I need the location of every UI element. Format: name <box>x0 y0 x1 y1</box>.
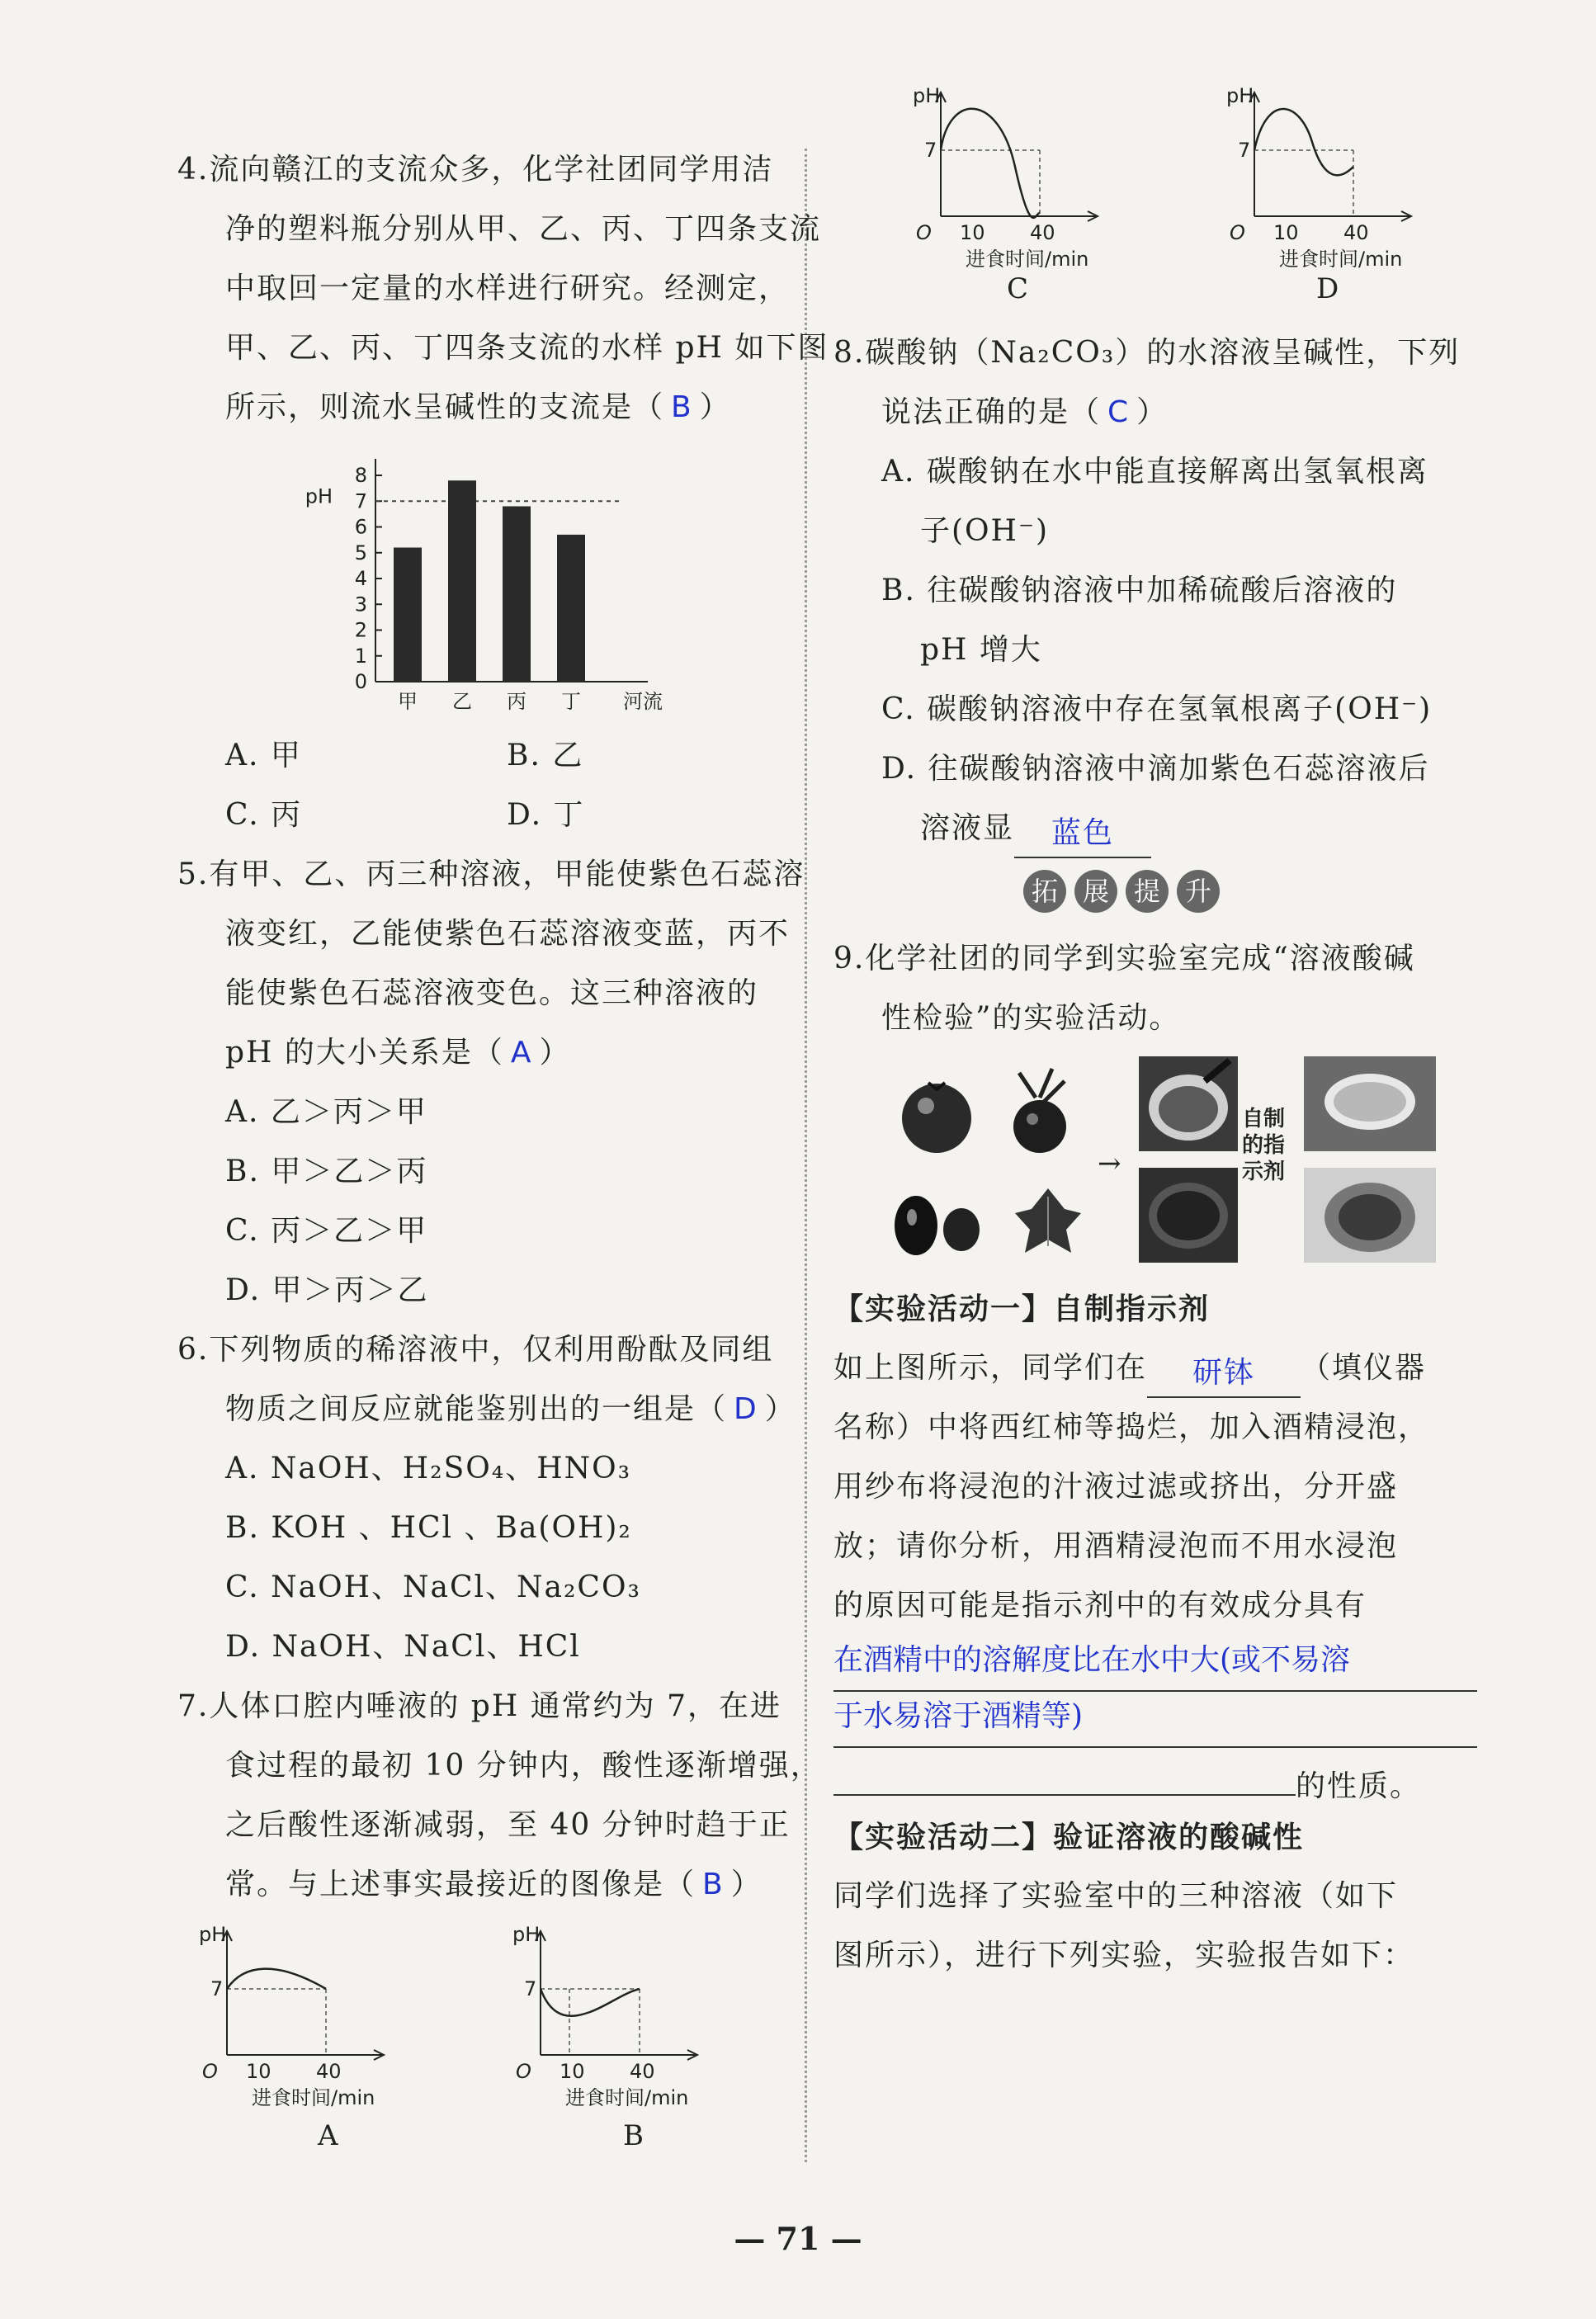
q7-stem-end: 常。与上述事实最接近的图像是（ <box>225 1868 696 1901</box>
y-axis-label: pH <box>512 1923 541 1946</box>
section-heading <box>833 858 1477 929</box>
x-axis-label: 进食时间/min <box>966 248 1089 271</box>
q8-option-b[interactable]: B. 往碳酸钠溶液中加稀硫酸后溶液的 <box>881 574 1398 607</box>
x-axis-label: 进食时间/min <box>565 2086 689 2109</box>
q4-line: 净的塑料瓶分别从甲、乙、丙、丁四条支流 <box>225 212 822 246</box>
q8-blank-answer[interactable]: 蓝色 <box>1014 810 1151 858</box>
x-tick-label: 10 <box>960 221 985 244</box>
q4-answer: B <box>671 390 693 424</box>
q5-option[interactable]: B. 甲＞乙＞丙 <box>225 1155 428 1188</box>
question-7 <box>177 1677 822 1915</box>
q4-option[interactable]: A. 甲 <box>225 739 302 772</box>
bar <box>394 548 422 682</box>
a1-prefix: 如上图所示，同学们在 <box>833 1351 1148 1385</box>
q8-option-d-cont <box>833 799 1477 858</box>
origin-label: O <box>516 2060 531 2083</box>
q4-option[interactable]: C. 丙 <box>225 798 303 832</box>
y-axis-label: pH <box>199 1923 227 1946</box>
x-axis-label: 进食时间/min <box>1279 248 1403 271</box>
q4-stem-end: 所示，则流水呈碱性的支流是（ <box>225 390 665 424</box>
a1-answer-line[interactable]: 于水易溶于酒精等) <box>833 1692 1477 1748</box>
right-column <box>833 84 1477 1986</box>
y-tick-label: 3 <box>354 593 367 616</box>
x-tick-label: 40 <box>316 2060 342 2083</box>
q8-paren: ） <box>1136 395 1169 429</box>
q7-graphs-ab <box>177 1915 788 2162</box>
y-tick-label: 0 <box>354 670 367 693</box>
a1-suffix: （填仪器 <box>1301 1351 1427 1385</box>
y-tick-label: 1 <box>354 644 367 668</box>
y-ref-label: 7 <box>924 139 937 162</box>
activity-1-title: 【实验活动一】自制指示剂 <box>833 1292 1211 1326</box>
origin-label: O <box>1230 221 1245 244</box>
q8-option-a[interactable]: A. 碳酸钠在水中能直接解离出氢氧根离 <box>881 455 1428 489</box>
y-tick-label: 4 <box>354 567 367 590</box>
q4-line: 4.流向赣江的支流众多，化学社团同学用洁 <box>177 153 774 187</box>
q5-line: 液变红，乙能使紫色石蕊溶液变蓝，丙不 <box>225 917 791 951</box>
q4-paren: ） <box>699 390 731 424</box>
caption-line: 示剂 <box>1242 1160 1286 1184</box>
a1-blank-answer[interactable]: 研钵 <box>1147 1350 1301 1398</box>
q5-option[interactable]: C. 丙＞乙＞甲 <box>225 1214 428 1248</box>
x-tick-label: 40 <box>630 2060 655 2083</box>
section-badge: 升 <box>1177 870 1220 913</box>
bar <box>557 535 585 682</box>
activity-1-line: 的原因可能是指示剂中的有效成分具有 <box>833 1589 1367 1622</box>
activity-1-line: 名称）中将西红柿等捣烂，加入酒精浸泡， <box>833 1410 1430 1444</box>
q8-d-prefix: 溶液显 <box>920 811 1015 845</box>
arrow-icon: → <box>1098 1147 1121 1180</box>
y-ref-label: 7 <box>524 1977 537 2000</box>
category-label: 甲 <box>398 690 418 713</box>
indicator-jar-photo <box>1304 1168 1436 1263</box>
q5-stem-end: pH 的大小关系是（ <box>225 1036 504 1070</box>
ph-curve <box>227 1969 326 1989</box>
q9-line: 性检验”的实验活动。 <box>881 1001 1181 1035</box>
filtrate-photo <box>1139 1168 1238 1263</box>
q4-line <box>177 378 788 437</box>
category-label: 丁 <box>561 690 581 713</box>
q8-option-b-cont: pH 增大 <box>920 633 1042 667</box>
question-4 <box>177 140 829 437</box>
a1-end-line <box>833 1748 1477 1807</box>
q8-stem-end: 说法正确的是（ <box>881 395 1102 429</box>
ph-curve <box>1254 109 1353 175</box>
origin-label: O <box>202 2060 218 2083</box>
question-9 <box>833 929 1477 1986</box>
q7-graphs-cd <box>833 25 1477 322</box>
eggplant-photo <box>883 1180 990 1263</box>
q4-option[interactable]: D. 丁 <box>507 798 585 832</box>
q6-option[interactable]: D. NaOH、NaCl、HCl <box>225 1630 581 1664</box>
activity-2-line: 同学们选择了实验室中的三种溶液（如下 <box>833 1879 1399 1913</box>
bar <box>448 480 476 682</box>
graph-option-c[interactable] <box>908 84 1131 274</box>
x-axis-label: 河流 <box>623 690 663 713</box>
page-number: — 71 — <box>734 2220 862 2257</box>
q6-line <box>177 1380 796 1439</box>
bar <box>503 507 531 682</box>
q7-line: 7.人体口腔内唾液的 pH 通常约为 7，在进 <box>177 1689 782 1723</box>
activity-2-line: 图所示），进行下列实验，实验报告如下： <box>833 1939 1415 1972</box>
column-divider <box>805 149 807 2162</box>
activity-2-title: 【实验活动二】验证溶液的酸碱性 <box>833 1820 1305 1854</box>
q7-answer: B <box>702 1868 725 1901</box>
q5-option[interactable]: D. 甲＞丙＞乙 <box>225 1273 429 1307</box>
graph-option-d[interactable] <box>1221 84 1444 274</box>
indicator-photos <box>833 1056 1477 1279</box>
photo-caption <box>1242 1106 1285 1185</box>
section-badge: 拓 <box>1023 870 1066 913</box>
graph-label-b: B <box>623 2119 644 2152</box>
x-tick-label: 40 <box>1343 221 1369 244</box>
q5-line <box>177 1023 788 1083</box>
caption-line: 自制 <box>1242 1107 1286 1131</box>
mortar-photo <box>1139 1056 1238 1151</box>
y-tick-label: 7 <box>354 489 367 513</box>
y-axis-label: pH <box>913 84 941 107</box>
activity-1-line <box>833 1339 1477 1398</box>
q5-paren: ） <box>539 1036 571 1070</box>
q5-option[interactable]: A. 乙＞丙＞甲 <box>225 1095 427 1129</box>
graph-label-a: A <box>318 2119 338 2152</box>
question-5 <box>177 845 805 1320</box>
tomato-photo <box>891 1073 982 1155</box>
q4-option[interactable]: B. 乙 <box>507 739 584 772</box>
category-label: 丙 <box>507 690 526 713</box>
graph-label-d: D <box>1316 272 1339 305</box>
section-badge: 提 <box>1126 870 1169 913</box>
q6-option[interactable]: A. NaOH、H₂SO₄、HNO₃ <box>225 1452 632 1485</box>
q8-option-d[interactable]: D. 往碳酸钠溶液中滴加紫色石蕊溶液后 <box>881 752 1430 786</box>
q4-line: 中取回一定量的水样进行研究。经测定， <box>225 272 791 305</box>
origin-label: O <box>916 221 932 244</box>
q4-options <box>177 726 788 786</box>
q8-line: 8.碳酸钠（Na₂CO₃）的水溶液呈碱性，下列 <box>833 336 1461 370</box>
left-column <box>177 140 829 2162</box>
a1-end: 的性质。 <box>1296 1769 1422 1803</box>
y-tick-label: 6 <box>354 515 367 539</box>
q5-line: 能使紫色石蕊溶液变色。这三种溶液的 <box>225 976 759 1010</box>
q5-line: 5.有甲、乙、丙三种溶液，甲能使紫色石蕊溶 <box>177 857 805 891</box>
q8-option-c[interactable]: C. 碳酸钠溶液中存在氢氧根离子(OH⁻) <box>881 692 1433 726</box>
q9-line: 9.化学社团的同学到实验室完成“溶液酸碱 <box>833 942 1415 975</box>
q6-option[interactable]: B. KOH 、HCl 、Ba(OH)₂ <box>225 1511 632 1545</box>
q4-line: 甲、乙、丙、丁四条支流的水样 pH 如下图 <box>225 331 829 365</box>
x-tick-label: 10 <box>560 2060 585 2083</box>
y-axis-label: pH <box>305 484 333 508</box>
y-tick-label: 5 <box>354 541 367 564</box>
x-tick-label: 10 <box>1273 221 1299 244</box>
question-6 <box>177 1320 796 1677</box>
activity-1-line: 用纱布将浸泡的汁液过滤或挤出，分开盛 <box>833 1470 1399 1504</box>
leaf-photo <box>1007 1180 1089 1263</box>
q6-line: 6.下列物质的稀溶液中，仅利用酚酞及同组 <box>177 1333 774 1367</box>
a1-answer-line[interactable]: 在酒精中的溶解度比在水中大(或不易溶 <box>833 1636 1477 1692</box>
x-tick-label: 10 <box>246 2060 272 2083</box>
graph-label-c: C <box>1007 272 1029 305</box>
y-ref-label: 7 <box>210 1977 224 2000</box>
ph-bar-chart <box>301 442 763 723</box>
q7-line: 食过程的最初 10 分钟内，酸性逐渐增强， <box>225 1749 822 1783</box>
section-badge: 展 <box>1074 870 1117 913</box>
indicator-cup-photo <box>1304 1056 1436 1151</box>
x-tick-label: 40 <box>1030 221 1055 244</box>
y-tick-label: 8 <box>354 464 367 487</box>
q6-paren: ） <box>764 1392 796 1426</box>
q7-line: 之后酸性逐渐减弱，至 40 分钟时趋于正 <box>225 1808 791 1842</box>
ph-curve <box>541 1989 640 2016</box>
activity-1-line: 放；请你分析，用酒精浸泡而不用水浸泡 <box>833 1529 1399 1563</box>
q4-options <box>177 786 788 845</box>
radish-photo <box>994 1065 1085 1164</box>
question-8 <box>833 324 1477 858</box>
q6-answer: D <box>734 1392 758 1426</box>
q8-line <box>833 383 1477 442</box>
y-axis-label: pH <box>1226 84 1254 107</box>
q8-answer: C <box>1107 395 1131 429</box>
graph-option-a[interactable] <box>194 1923 417 2113</box>
q7-line <box>177 1855 788 1915</box>
q5-answer: A <box>510 1036 533 1070</box>
y-ref-label: 7 <box>1238 139 1251 162</box>
category-label: 乙 <box>452 690 472 713</box>
q8-option-a-cont: 子(OH⁻) <box>920 514 1050 548</box>
q6-option[interactable]: C. NaOH、NaCl、Na₂CO₃ <box>225 1570 641 1604</box>
caption-line: 的指 <box>1242 1133 1286 1158</box>
a1-empty-blank[interactable] <box>833 1748 1296 1796</box>
q7-paren: ） <box>730 1868 763 1901</box>
graph-option-b[interactable] <box>508 1923 730 2113</box>
q6-stem-end: 物质之间反应就能鉴别出的一组是（ <box>225 1392 728 1426</box>
y-tick-label: 2 <box>354 618 367 642</box>
x-axis-label: 进食时间/min <box>252 2086 375 2109</box>
ph-curve <box>941 109 1040 218</box>
